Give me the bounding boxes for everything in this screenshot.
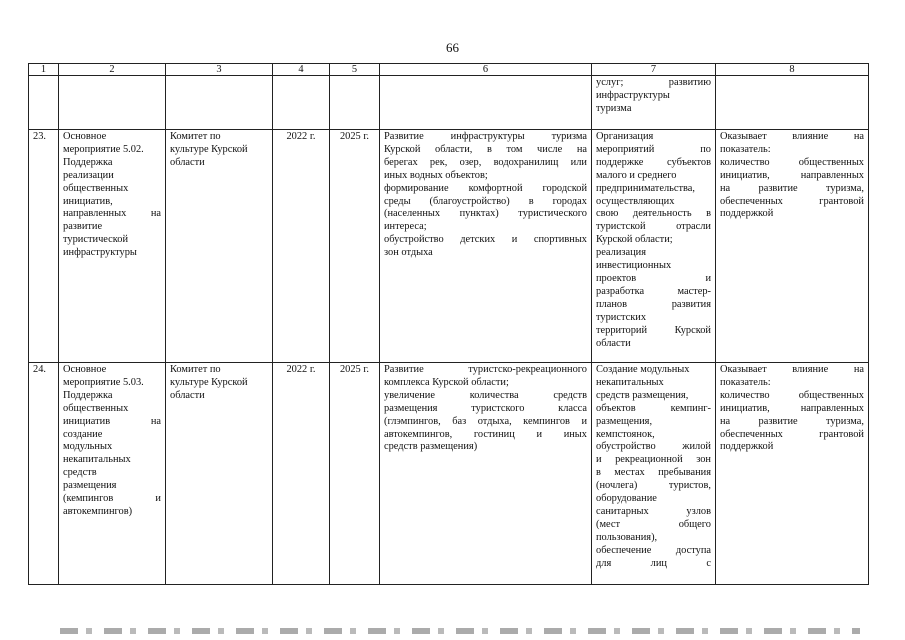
text-line: показатель: [720,143,771,155]
text-line: Комитет по [170,131,221,142]
text-line: Развитие туристско-рекреационного [384,364,587,375]
text-line: общественных [63,182,129,194]
text-line: зон отдыха [384,247,433,259]
column-number: 5 [330,64,380,76]
text-line: туризма [596,102,632,114]
text-line: кемпстоянок, [596,428,655,440]
text-line: Основное [63,364,107,375]
cell-empty [59,76,166,130]
continuation-row [29,76,869,130]
text-line: создание [63,428,103,440]
cell-empty [330,76,380,130]
cell-executor [166,130,273,363]
cell-start-year: 2022 г. [273,130,330,363]
column-number-row [29,64,869,76]
text-line: Развитие инфраструктуры туризма [384,131,587,142]
text-line: мероприятие 5.02. [63,143,144,155]
text-line: малого и среднего [596,169,677,181]
text-line: в местах пребывания [596,467,711,479]
text-line: области [170,156,205,168]
text-line: инициатив на [63,415,161,427]
text-line: некапитальных [63,454,131,466]
cell-expected-result [380,130,592,363]
text-line: (ночлега) туристов, [596,480,711,492]
text-line: мероприятий по [596,143,711,155]
text-line: Курской области, в том числе на [384,143,587,155]
text-line: Поддержка [63,156,113,168]
text-line: поддержкой [720,208,774,220]
cell-expected-result [380,363,592,585]
cell-relation [592,363,716,585]
cell-indicator [716,363,869,585]
text-line: инфраструктуры [596,89,670,101]
text-line: санитарных узлов [596,505,711,517]
text-line: Организация [596,131,654,142]
text-line: объектов кемпинг- [596,402,711,414]
text-line: культуре Курской [170,376,248,388]
cell-activity-name [59,130,166,363]
text-line: и рекреационной зон [596,454,711,466]
text-line: комплекса Курской области; [384,376,509,388]
text-line: автокемпингов, гостиниц и иных [384,428,587,440]
text-line: средств размещения) [384,441,478,453]
text-line: размещения, [596,415,653,427]
text-line: Основное [63,131,107,142]
column-number: 3 [166,64,273,76]
text-line: (кемпингов и [63,493,161,505]
text-line: на развитие туризма, [720,415,864,427]
cell-activity-name [59,363,166,585]
text-line: инициатив, направленных [720,402,864,414]
text-line: Создание модульных [596,364,690,375]
text-line: планов развития [596,298,711,310]
row-number: 23. [29,130,59,363]
text-line: средств [63,467,97,479]
text-line: поддержке субъектов [596,156,711,168]
text-line: направленных на [63,208,161,220]
cell-empty [273,76,330,130]
text-line: (мест общего [596,518,711,530]
text-line: развитие [63,221,103,233]
scan-artifact-strip [60,628,860,634]
text-line: услуг; развитию [596,77,711,88]
text-line: обустройство детских и спортивных [384,234,587,246]
cell-relation [592,130,716,363]
text-line: территорий Курской [596,324,711,336]
text-line: модульных [63,441,113,453]
cell-empty [29,76,59,130]
text-line: обеспеченных грантовой [720,428,864,440]
text-line: (глэмпингов, баз отдыха, кемпингов и [384,415,587,427]
text-line: среды (благоустройство) в городах [384,195,587,207]
text-line: Комитет по [170,364,221,375]
table-row [29,130,869,363]
text-line: Поддержка [63,389,113,401]
cell-end-year: 2025 г. [330,363,380,585]
text-line: средств размещения, [596,389,689,401]
text-line: автокемпингов) [63,505,133,517]
text-line: Оказывает влияние на [720,364,864,375]
text-line: поддержкой [720,441,774,453]
column-number: 2 [59,64,166,76]
text-line: (населенных пунктах) туристического [384,208,587,220]
text-line: свою деятельность в [596,208,711,220]
text-line: обеспеченных грантовой [720,195,864,207]
text-line: пользования), [596,531,658,543]
column-number: 1 [29,64,59,76]
text-line: иных водных объектов; [384,169,488,181]
text-line: разработка мастер- [596,285,711,297]
text-line: инициатив, направленных [720,169,864,181]
text-line: обустройство жилой [596,441,711,453]
page-number: 66 [446,40,459,55]
text-line: области [170,389,205,401]
text-line: мероприятие 5.03. [63,376,144,388]
text-line: осуществляющих [596,195,675,207]
cell-indicator [716,130,869,363]
text-line: культуре Курской [170,143,248,155]
text-line: количество общественных [720,156,864,168]
text-line: инфраструктуры [63,247,137,259]
text-line: инвестиционных [596,260,672,272]
text-line: некапитальных [596,376,664,388]
text-line: на развитие туризма, [720,182,864,194]
cell-end-year: 2025 г. [330,130,380,363]
cell-relation [592,76,716,130]
text-line: размещения туристского класса [384,402,587,414]
column-number: 8 [716,64,869,76]
text-line: инициатив, [63,195,113,207]
text-line: обеспечение доступа [596,544,711,556]
cell-empty [166,76,273,130]
text-line: Курской области; [596,234,673,246]
column-number: 7 [592,64,716,76]
column-number: 6 [380,64,592,76]
text-line: интереса; [384,221,427,233]
text-line: размещения [63,480,117,492]
text-line: реализации [63,169,114,181]
text-line: туристских [596,311,647,323]
cell-empty [716,76,869,130]
text-line: увеличение количества средств [384,389,587,401]
text-line: Оказывает влияние на [720,131,864,142]
text-line: реализация [596,247,647,259]
table-row [29,363,869,585]
cell-executor [166,363,273,585]
text-line: количество общественных [720,389,864,401]
text-line: формирование комфортной городской [384,182,587,194]
text-line: оборудование [596,493,657,505]
text-line: предпринимательства, [596,182,696,194]
text-line: туристической [63,234,129,246]
text-line: для лиц с [596,557,711,569]
text-line: берегах рек, озер, водохранилищ или [384,156,587,168]
cell-start-year: 2022 г. [273,363,330,585]
row-number: 24. [29,363,59,585]
text-line: общественных [63,402,129,414]
text-line: области [596,337,631,349]
cell-empty [380,76,592,130]
text-line: показатель: [720,376,771,388]
text-line: проектов и [596,272,711,284]
column-number: 4 [273,64,330,76]
activities-table [28,63,869,585]
text-line: туристской отрасли [596,221,711,233]
